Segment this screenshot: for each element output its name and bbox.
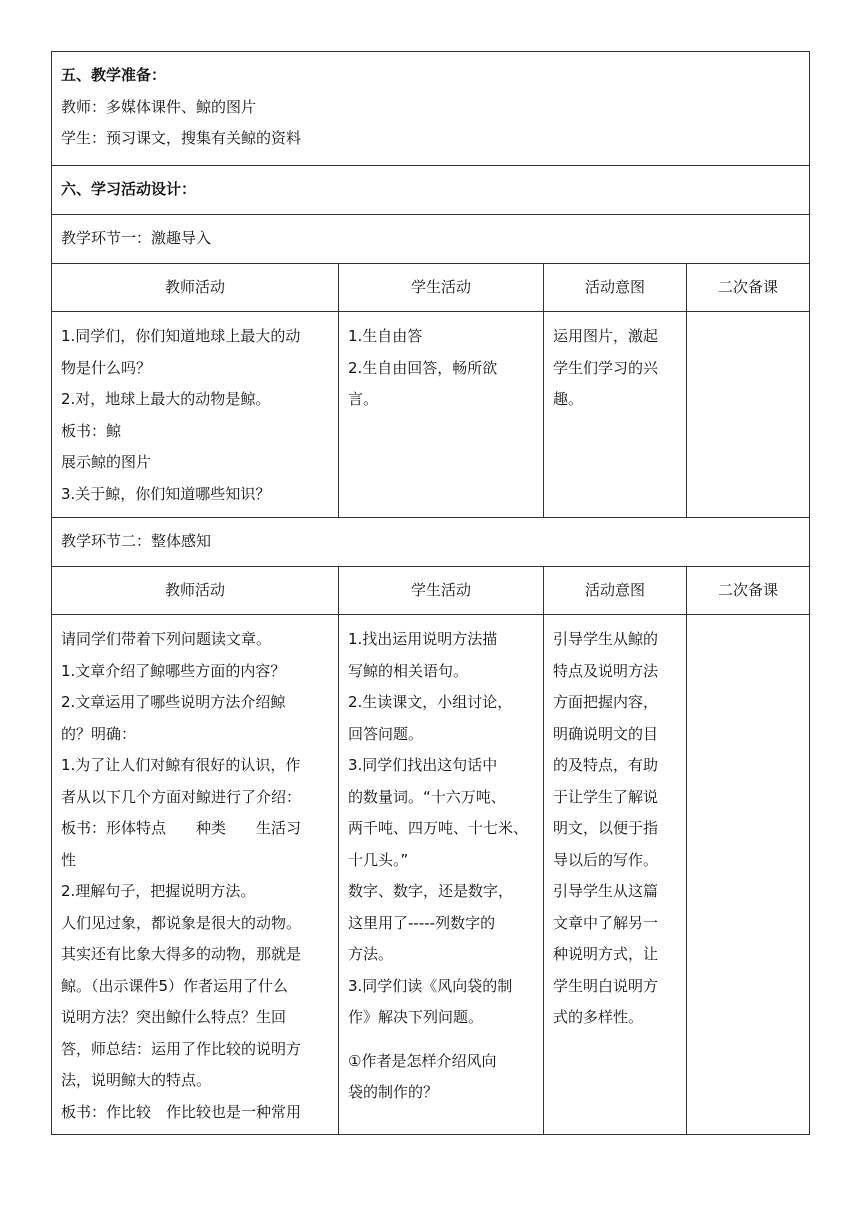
text-line: 这里用了-----列数字的 [348,913,496,932]
text-line: 板书：作比较 作比较也是一种常用 [61,1102,302,1121]
stage2-teacher-cell [52,615,339,1135]
text-line: 性 [61,850,77,869]
text-line: 1.找出运用说明方法描 [348,630,498,648]
stage2-title: 教学环节二：整体感知 [61,532,212,551]
design-title: 六、学习活动设计： [61,180,197,199]
text-line: 3.关于鲸，你们知道哪些知识？ [61,484,271,503]
stage2-header-row [52,567,810,615]
text-line: 明确说明文的目 [553,724,659,743]
header-second-prep: 二次备课 [687,567,810,615]
text-line: 袋的制作的？ [348,1083,439,1101]
text-line: 运用图片，激起 [553,327,659,345]
text-line: 式的多样性。 [553,1008,644,1026]
text-line: 的数量词。“十六万吨、 [348,787,506,806]
text-line: 1.生自由答 [348,327,423,345]
text-line: 展示鲸的图片 [61,453,152,471]
text-line: 2.对，地球上最大的动物是鲸。 [61,390,271,408]
stage2-note-cell [687,615,810,1135]
text-line: 板书：鲸 [61,421,122,440]
text-line: 鲸。（出示课件5）作者运用了什么 [61,976,289,995]
text-line: 文章中了解另一 [553,913,659,932]
text-line: 说明方法？突出鲸什么特点？生回 [61,1008,287,1026]
text-line: 导以后的写作。 [553,850,659,869]
text-line: 人们见过象，都说象是很大的动物。 [61,913,302,932]
text-line: 2.理解句子，把握说明方法。 [61,882,256,900]
header-student-activity: 学生活动 [339,567,544,615]
text-line: 引导学生从这篇 [553,882,659,900]
text-line: 1.同学们，你们知道地球上最大的动 [61,327,301,345]
stage1-note-cell [687,312,810,518]
stage1-intent-cell [544,312,687,518]
text-line: 种说明方式，让 [553,945,659,963]
text-line: 1.文章介绍了鲸哪些方面的内容？ [61,661,286,680]
prep-section-row [52,52,810,166]
text-line: ①作者是怎样介绍风向 [348,1051,497,1070]
text-line: 3.同学们读《风向袋的制 [348,976,513,995]
text-line: 明文，以便于指 [553,819,659,837]
design-section [52,166,810,215]
text-line: 方面把握内容， [553,693,659,711]
text-line: 言。 [348,390,379,408]
stage2-content-row [52,615,810,1135]
stage1-content-row [52,312,810,518]
text-line: 板书：形体特点 种类 生活习 [61,819,302,837]
text-line: 方法。 [348,945,394,963]
text-line: 请同学们带着下列问题读文章。 [61,630,272,648]
text-line: 两千吨、四万吨、十七米、 [348,819,529,837]
text-line: 者从以下几个方面对鲸进行了介绍： [61,787,302,806]
stage2-student-cell [339,615,544,1135]
text-line: 引导学生从鲸的 [553,630,659,648]
stage2-title-row [52,518,810,567]
prep-section [52,52,810,166]
text-line: 特点及说明方法 [553,661,659,680]
design-section-row [52,166,810,215]
stage2-intent-cell [544,615,687,1135]
text-line: 学生们学习的兴 [553,358,659,377]
text-line: 写鲸的相关语句。 [348,661,469,680]
stage1-title-cell [52,215,810,264]
text-line: 物是什么吗？ [61,358,152,377]
text-line: 2.文章运用了哪些说明方法介绍鲸 [61,693,286,711]
text-line: 作》解决下列问题。 [348,1008,484,1026]
text-line: 的及特点，有助 [553,756,659,774]
stage1-title-row [52,215,810,264]
header-teacher-activity: 教师活动 [52,567,339,615]
text-line: 其实还有比象大得多的动物，那就是 [61,945,302,963]
text-line: 的？明确： [61,724,137,743]
text-line: 2.生自由回答，畅所欲 [348,358,498,377]
text-line: 法，说明鲸大的特点。 [61,1071,212,1089]
header-student-activity: 学生活动 [339,264,544,312]
text-line: 于让学生了解说 [553,787,659,806]
lesson-plan-table [51,51,810,1135]
prep-student: 学生：预习课文，搜集有关鲸的资料 [61,129,302,147]
text-line: 数字、数字，还是数字， [348,882,514,900]
header-intent: 活动意图 [544,264,687,312]
blank-line [348,1034,534,1046]
header-intent: 活动意图 [544,567,687,615]
text-line: 2.生读课文，小组讨论， [348,693,513,711]
text-line: 答，师总结：运用了作比较的说明方 [61,1039,302,1058]
text-line: 1.为了让人们对鲸有很好的认识，作 [61,756,301,774]
text-line: 十几头。” [348,850,409,869]
stage1-title: 教学环节一：激趣导入 [61,229,212,248]
header-second-prep: 二次备课 [687,264,810,312]
stage1-teacher-cell [52,312,339,518]
stage1-header-row [52,264,810,312]
stage2-title-cell [52,518,810,567]
text-line: 学生明白说明方 [553,976,659,995]
header-teacher-activity: 教师活动 [52,264,339,312]
text-line: 趣。 [553,390,584,408]
prep-title: 五、教学准备： [61,66,167,84]
stage1-student-cell [339,312,544,518]
prep-teacher: 教师：多媒体课件、鲸的图片 [61,97,257,116]
text-line: 3.同学们找出这句话中 [348,756,498,774]
text-line: 回答问题。 [348,724,424,743]
